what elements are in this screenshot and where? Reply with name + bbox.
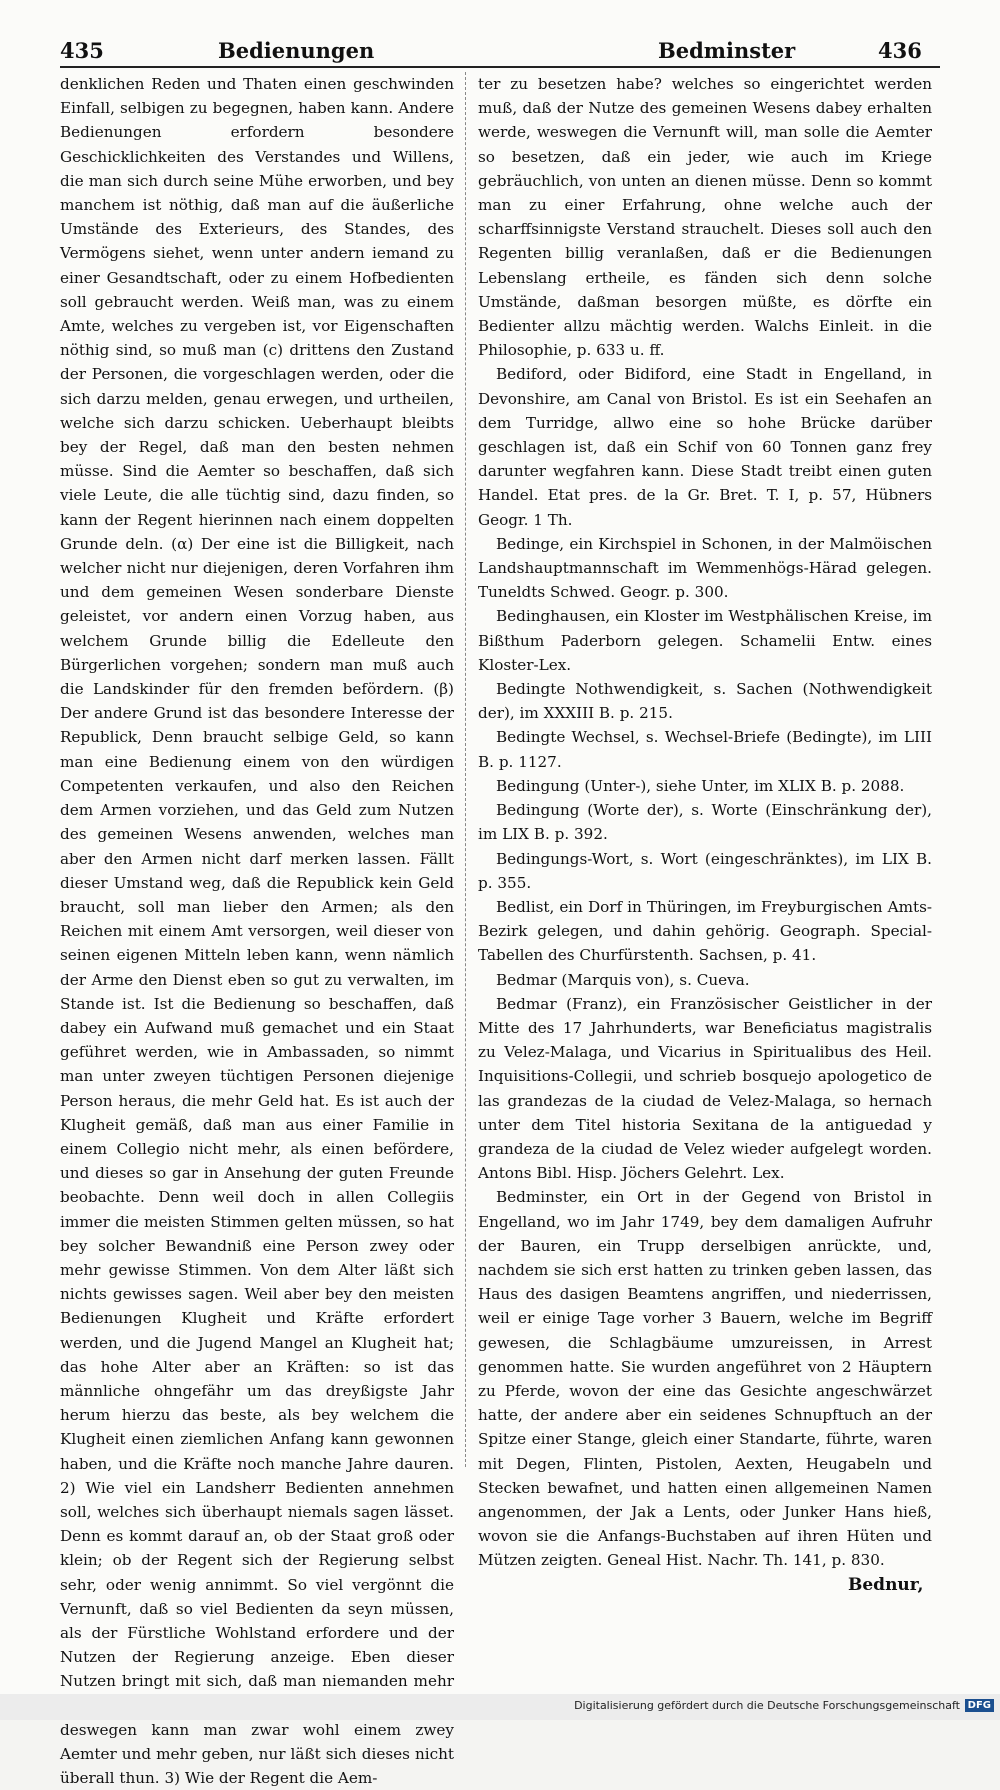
right-running-head: Bedminster (658, 38, 796, 63)
entry-continuation: ter zu besetzen habe? welches so eingerichtet werden muß, daß der Nutze des gemeinen Wesens dabey erhalten werde, weswegen die Vernunft will, man solle die Aemter so besetzen, daß ein jeder, wie auch im Kriege gebräuchlich, von unten an dienen müsse. Denn so kommt man zu einer Erfahrung, ohne welche auch der scharffsinnigste Verstand strauchelt. Dieses soll auch den Regenten billig veranlaßen, daß er die Bedienungen Lebenslang ertheile, es fänden sich denn solche Umstände, daßman besorgen müßte, es dörfte ein Bedienter allzu mächtig werden. Walchs Einleit. in die Philosophie, p. 633 u. ff. (478, 75, 932, 360)
entry-bedingungs-wort: Bedingungs-Wort, s. Wort (eingeschränktes), im LIX B. p. 355. (478, 849, 932, 892)
entry-bedmar-marquis: Bedmar (Marquis von), s. Cueva. (496, 970, 750, 989)
entry-bedmar-franz: Bedmar (Franz), ein Französischer Geistlicher in der Mitte des 17 Jahrhunderts, war Beneficiatus magistralis zu Velez-Malaga, und Vicarius in Spiritualibus des Heil. Inquisitions-Collegii, und schrieb bosquejo apologetico de las grandezas de la ciudad de Velez-Malaga, so hernach unter dem Titel historia Sexitana de la antiguedad y grandeza de la ciudad de Velez wieder aufgelegt worden. Antons Bibl. Hisp. Jöchers Gelehrt. Lex. (478, 994, 932, 1183)
entry-bedinghausen: Bedinghausen, ein Kloster im Westphälischen Kreise, im Bißthum Paderborn gelegen. Schamelii Entw. eines Kloster-Lex. (478, 607, 932, 674)
right-page-number: 436 (878, 38, 922, 63)
entry-bedinge: Bedinge, ein Kirchspiel in Schonen, in der Malmöischen Landshauptmannschaft im Wemmenhögs-Härad gelegen. Tuneldts Schwed. Geogr. p. 300. (478, 534, 932, 602)
dfg-logo: DFG (965, 1699, 994, 1712)
running-header (58, 38, 948, 66)
left-running-head: Bedienungen (218, 38, 375, 63)
entry-bedminster: Bedminster, ein Ort in der Gegend von Bristol in Engelland, wo im Jahr 1749, bey dem damaligen Aufruhr der Bauren, ein Trupp derselbigen anrückte, und, nachdem sie sich erst hatten zu trinken geben lassen, das Haus des dasigen Beamtens angriffen, und niederrissen, weil er einige Tage vorher 3 Bauern, welche im Begriff gewesen, die Schlagbäume umzureissen, in Arrest genommen hatte. Sie wurden angeführet von 2 Häuptern zu Pferde, wovon der eine das Gesichte angeschwärzet hatte, der andere aber ein seidenes Schnupftuch an der Spitze einer Stange, gleich einer Standarte, führte, waren mit Degen, Flinten, Pistolen, Aexten, Heugabeln und Stecken bewafnet, und hatten einen allgemeinen Namen angenommen, der Jak a Lents, oder Junker Hans hieß, wovon sie die Anfangs-Buchstaben auf ihren Hüten und Mützen zeigten. Geneal Hist. Nachr. Th. 141, p. 830. (478, 1188, 932, 1570)
left-column (60, 72, 454, 1790)
column-divider (465, 72, 466, 1467)
entry-bediford: Bediford, oder Bidiford, eine Stadt in Engelland, in Devonshire, am Canal von Bristol. Es ist ein Seehafen an dem Turridge, allwo eine so hohe Brücke darüber geschlagen ist, daß ein Schif von 60 Tonnen ganz frey darunter wegfahren kann. Diese Stadt treibt einen guten Handel. Etat pres. de la Gr. Bret. T. I, p. 57, Hübners Geogr. 1 Th. (478, 365, 932, 529)
digitization-footer (0, 1694, 1000, 1720)
entry-bedingte-wechsel: Bedingte Wechsel, s. Wechsel-Briefe (Bedingte), im LIII B. p. 1127. (478, 728, 932, 771)
entry-bedingung-unter: Bedingung (Unter-), siehe Unter, im XLIX B. p. 2088. (496, 776, 905, 795)
header-rule (60, 66, 940, 68)
entry-bedlist: Bedlist, ein Dorf in Thüringen, im Freyburgischen Amts-Bezirk gelegen, und dahin gehörig. Geograph. Special-Tabellen des Churfürstenth. Sachsen, p. 41. (478, 897, 932, 965)
left-page-number: 435 (60, 38, 104, 63)
catchword: Bednur, (848, 1575, 924, 1595)
left-column-text: denklichen Reden und Thaten einen geschwinden Einfall, selbigen zu begegnen, haben kann. Andere Bedienungen erfordern besondere Geschicklichkeiten des Verstandes und Willens, die man sich durch seine Mühe erworben, und bey manchem ist nöthig, daß man auf die äußerliche Umstände des Exterieurs, des Standes, des Vermögens siehet, wenn unter andern iemand zu einer Gesandtschaft, oder zu einem Hofbedienten soll gebraucht werden. Weiß man, was zu einem Amte, welches zu vergeben ist, vor Eigenschaften nöthig sind, so muß man (c) drittens den Zustand der Personen, die vorgeschlagen werden, oder die sich darzu melden, genau erwegen, und urtheilen, welche sich darzu schicken. Ueberhaupt bleibts bey der Regel, daß man den besten nehmen müsse. Sind die Aemter so beschaffen, daß sich viele Leute, die alle tüchtig sind, dazu finden, so kann der Regent hierinnen nach einem doppelten Grunde deln. (α) Der eine ist die Billigkeit, nach welcher nicht nur diejenigen, deren Vorfahren ihm und dem gemeinen Wesen sonderbare Dienste geleistet, vor andern einen Vorzug haben, aus welchem Grunde billig die Edelleute den Bürgerlichen vorgehen; sondern man muß auch die Landskinder für den fremden befördern. (β) Der andere Grund ist das besondere Interesse der Republick, Denn braucht selbige Geld, so kann man eine Bedienung einem von den würdigen Competenten verkaufen, und also den Reichen dem Armen vorziehen, und das Geld zum Nutzen des gemeinen Wesens anwenden, welches man aber den Armen nicht darf merken lassen. Fällt dieser Umstand weg, daß die Republick kein Geld braucht, soll man lieber den Armen; als den Reichen mit einem Amt versorgen, weil dieser von seinen eigenen Mitteln leben kann, wenn nämlich der Arme den Dienst eben so gut zu verwalten, im Stande ist. Ist die Bedienung so beschaffen, daß dabey ein Aufwand muß gemachet und ein Staat geführet werden, wie in Ambassaden, so nimmt man unter zweyen tüchtigen Personen diejenige Person heraus, die mehr Geld hat. Es ist auch der Klugheit gemäß, daß man aus einer Familie in einem Collegio nicht mehr, als einen befördere, und dieses so gar in Ansehung der guten Freunde beobachte. Denn weil doch in allen Collegiis immer die meisten Stimmen gelten müssen, so hat bey solcher Bewandniß eine Person zwey oder mehr gewisse Stimmen. Von dem Alter läßt sich nichts gewisses sagen. Weil aber bey den meisten Bedienungen Klugheit und Kräfte erfordert werden, und die Jugend Mangel an Klugheit hat; das hohe Alter aber an Kräften: so ist das männliche ohngefähr um das dreyßigste Jahr herum hierzu das beste, als bey welchem die Klugheit einen ziemlichen Anfang kann gewonnen haben, und die Kräfte noch manche Jahre dauren. 2) Wie viel ein Landsherr Bedienten annehmen soll, welches sich überhaupt niemals sagen lässet. Denn es kommt darauf an, ob der Staat groß oder klein; ob der Regent sich der Regierung selbst sehr, oder wenig annimmt. So viel vergönnt die Vernunft, daß so viel Bedienten da seyn müssen, als der Fürstliche Wohlstand erfordere und der Nutzen der Regierung anzeige. Eben dieser Nutzen bringt mit sich, daß man niemanden mehr deswegen kann man zwar wohl einem zwey Aemter und mehr geben, nur läßt sich dieses nicht überall thun. 3) Wie der Regent die Aem- (60, 75, 454, 1788)
funding-credit: Digitalisierung gefördert durch die Deutsche Forschungsgemeinschaft (574, 1699, 960, 1712)
right-column (478, 72, 932, 1573)
entry-bedingte-nothwendigkeit: Bedingte Nothwendigkeit, s. Sachen (Nothwendigkeit der), im XXXIII B. p. 215. (478, 680, 932, 723)
entry-bedingung-worte: Bedingung (Worte der), s. Worte (Einschränkung der), im LIX B. p. 392. (478, 801, 932, 844)
